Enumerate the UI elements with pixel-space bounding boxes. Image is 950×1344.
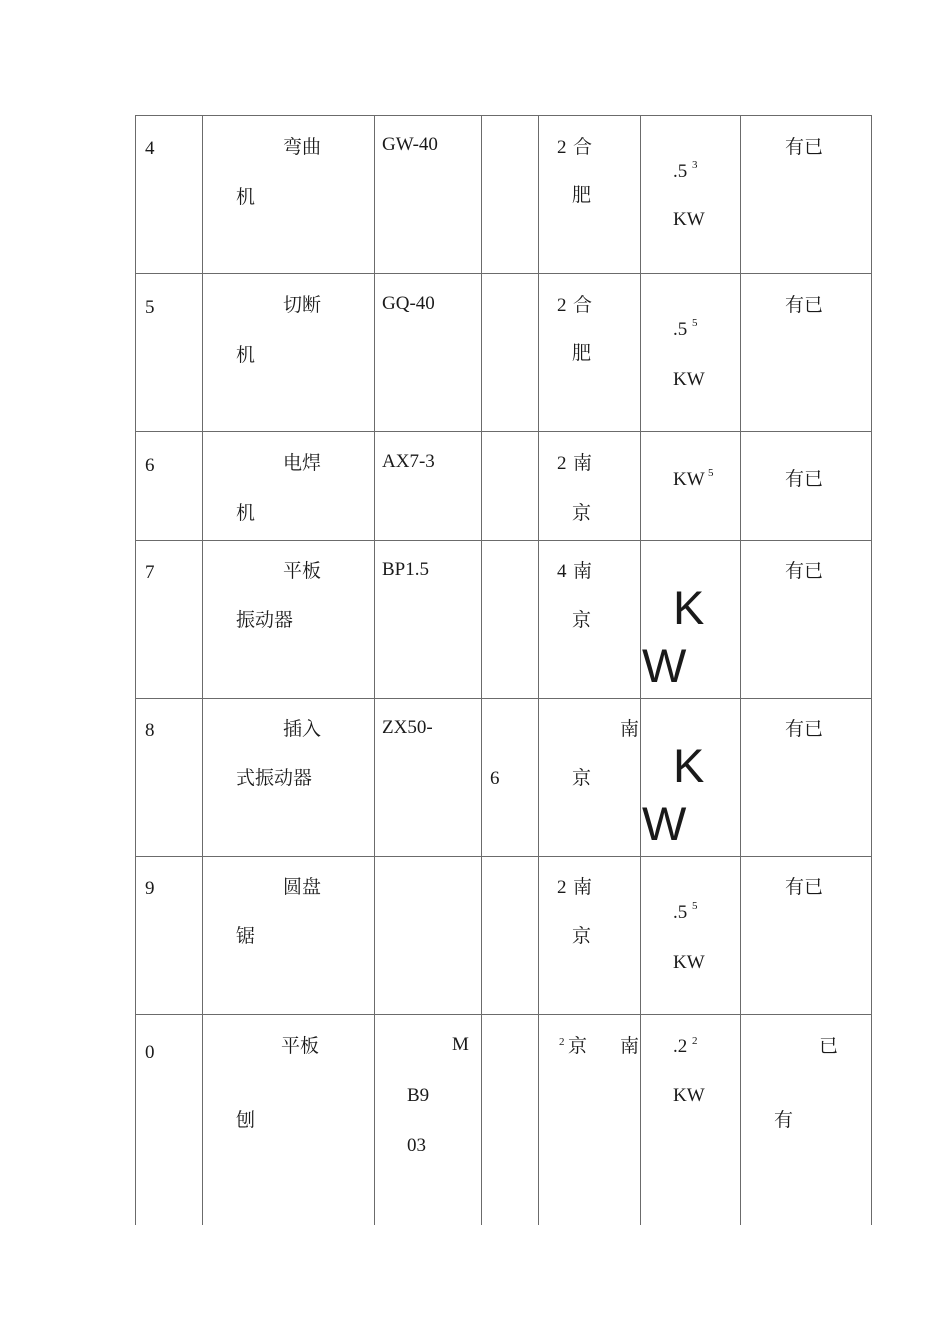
cell-no [136,1015,203,1225]
cell-origin [539,1015,641,1225]
cell-qty [482,116,539,274]
cell-no [136,541,203,699]
cell-qty [482,274,539,432]
cell-status [741,116,872,274]
table-row [136,699,872,857]
quantity: 2 [557,137,567,158]
model-number: GW-40 [382,134,438,155]
cell-qty [482,432,539,541]
equipment-name: 插入 [283,719,322,740]
cell-model [375,432,482,541]
equipment-name-cont: 锯 [236,926,256,947]
power-superscript: 2 [692,1035,698,1047]
row-number: 8 [145,720,155,741]
model-number-cont2: 03 [407,1135,426,1156]
row-number: 4 [145,138,155,159]
origin-cont: 京 [572,503,592,524]
status-cont: 有 [774,1110,794,1131]
origin-cont: 京 [572,926,592,947]
cell-model [375,699,482,857]
cell-status [741,1015,872,1225]
row-number: 7 [145,562,155,583]
cell-no [136,699,203,857]
status: 有已 [785,137,824,158]
equipment-name: 平板 [281,1036,320,1057]
origin: 南 [573,453,593,474]
power-unit: KW [673,1085,705,1106]
cell-status [741,541,872,699]
cell-name [203,116,375,274]
cell-status [741,857,872,1015]
cell-no [136,432,203,541]
cell-power [641,541,741,699]
equipment-name-cont: 机 [236,345,256,366]
cell-model [375,274,482,432]
power-unit-large: K [673,581,705,634]
cell-origin [539,116,641,274]
equipment-name: 电焊 [283,453,322,474]
cell-no [136,116,203,274]
equipment-name-cont: 式振动器 [236,768,313,789]
quantity: 2 [557,453,567,474]
equipment-name-cont: 振动器 [236,610,294,631]
equipment-table [135,115,872,1225]
cell-status [741,699,872,857]
power-unit-large-cont: W [642,639,687,692]
status: 有已 [785,877,824,898]
equipment-name-cont: 机 [236,187,256,208]
power-value: .2 [673,1036,688,1057]
origin: 合 [573,295,593,316]
power-unit-large-cont: W [642,797,687,850]
model-number-cont: B9 [407,1085,430,1106]
status: 有已 [785,295,824,316]
quantity: 4 [557,561,567,582]
power-unit: KW [673,209,705,230]
table-row [136,116,872,274]
cell-power [641,432,741,541]
power-unit: KW [673,369,705,390]
equipment-name: 切断 [283,295,322,316]
cell-model [375,857,482,1015]
model-number: BP1.5 [382,559,429,580]
table-row [136,274,872,432]
origin-cont: 京 [572,610,592,631]
cell-power [641,1015,741,1225]
cell-model [375,541,482,699]
cell-power [641,699,741,857]
model-number: AX7-3 [382,451,435,472]
table-row [136,541,872,699]
equipment-name: 圆盘 [283,877,322,898]
origin-cont: 肥 [572,343,592,364]
power-unit: KW [673,952,705,973]
row-number: 5 [145,297,155,318]
cell-qty [482,699,539,857]
cell-no [136,274,203,432]
origin-cont: 南 [620,1036,640,1057]
cell-origin [539,432,641,541]
table-row [136,432,872,541]
cell-model [375,1015,482,1225]
model-number: M [452,1034,469,1055]
origin: 南 [573,877,593,898]
status: 有已 [785,719,824,740]
origin: 南 [573,561,593,582]
origin: 南 [620,719,640,740]
cell-qty [482,541,539,699]
power-value: .5 [673,319,688,340]
cell-power [641,274,741,432]
cell-qty [482,857,539,1015]
table-row [136,857,872,1015]
model-number: GQ-40 [382,293,435,314]
cell-origin [539,274,641,432]
origin-cont: 京 [572,768,592,789]
power-superscript: 5 [692,900,698,912]
origin: 合 [573,137,593,158]
quantity: 2 [559,1036,565,1048]
cell-name [203,699,375,857]
cell-no [136,857,203,1015]
origin: 京 [568,1036,588,1057]
equipment-name-cont: 刨 [236,1110,256,1131]
status: 已 [819,1036,839,1057]
table-row [136,1015,872,1225]
cell-qty [482,1015,539,1225]
equipment-name: 平板 [283,561,322,582]
power-unit-large: K [673,739,705,792]
origin-cont: 肥 [572,185,592,206]
cell-name [203,432,375,541]
status: 有已 [785,561,824,582]
cell-name [203,541,375,699]
cell-origin [539,541,641,699]
power-unit: KW [673,469,705,490]
status: 有已 [785,469,824,490]
cell-power [641,857,741,1015]
cell-origin [539,857,641,1015]
cell-status [741,432,872,541]
row-number: 0 [145,1042,155,1063]
power-superscript: 5 [708,467,714,479]
row-number: 9 [145,878,155,899]
cell-name [203,857,375,1015]
cell-origin [539,699,641,857]
equipment-name-cont: 机 [236,503,256,524]
power-superscript: 3 [692,159,698,171]
cell-power [641,116,741,274]
quantity: 2 [557,877,567,898]
power-value: .5 [673,161,688,182]
power-superscript: 5 [692,317,698,329]
cell-model [375,116,482,274]
cell-status [741,274,872,432]
equipment-name: 弯曲 [283,137,322,158]
cell-name [203,274,375,432]
quantity: 2 [557,295,567,316]
row-number: 6 [145,455,155,476]
model-number: ZX50- [382,717,433,738]
power-value: .5 [673,902,688,923]
cell-name [203,1015,375,1225]
quantity: 6 [490,768,500,789]
